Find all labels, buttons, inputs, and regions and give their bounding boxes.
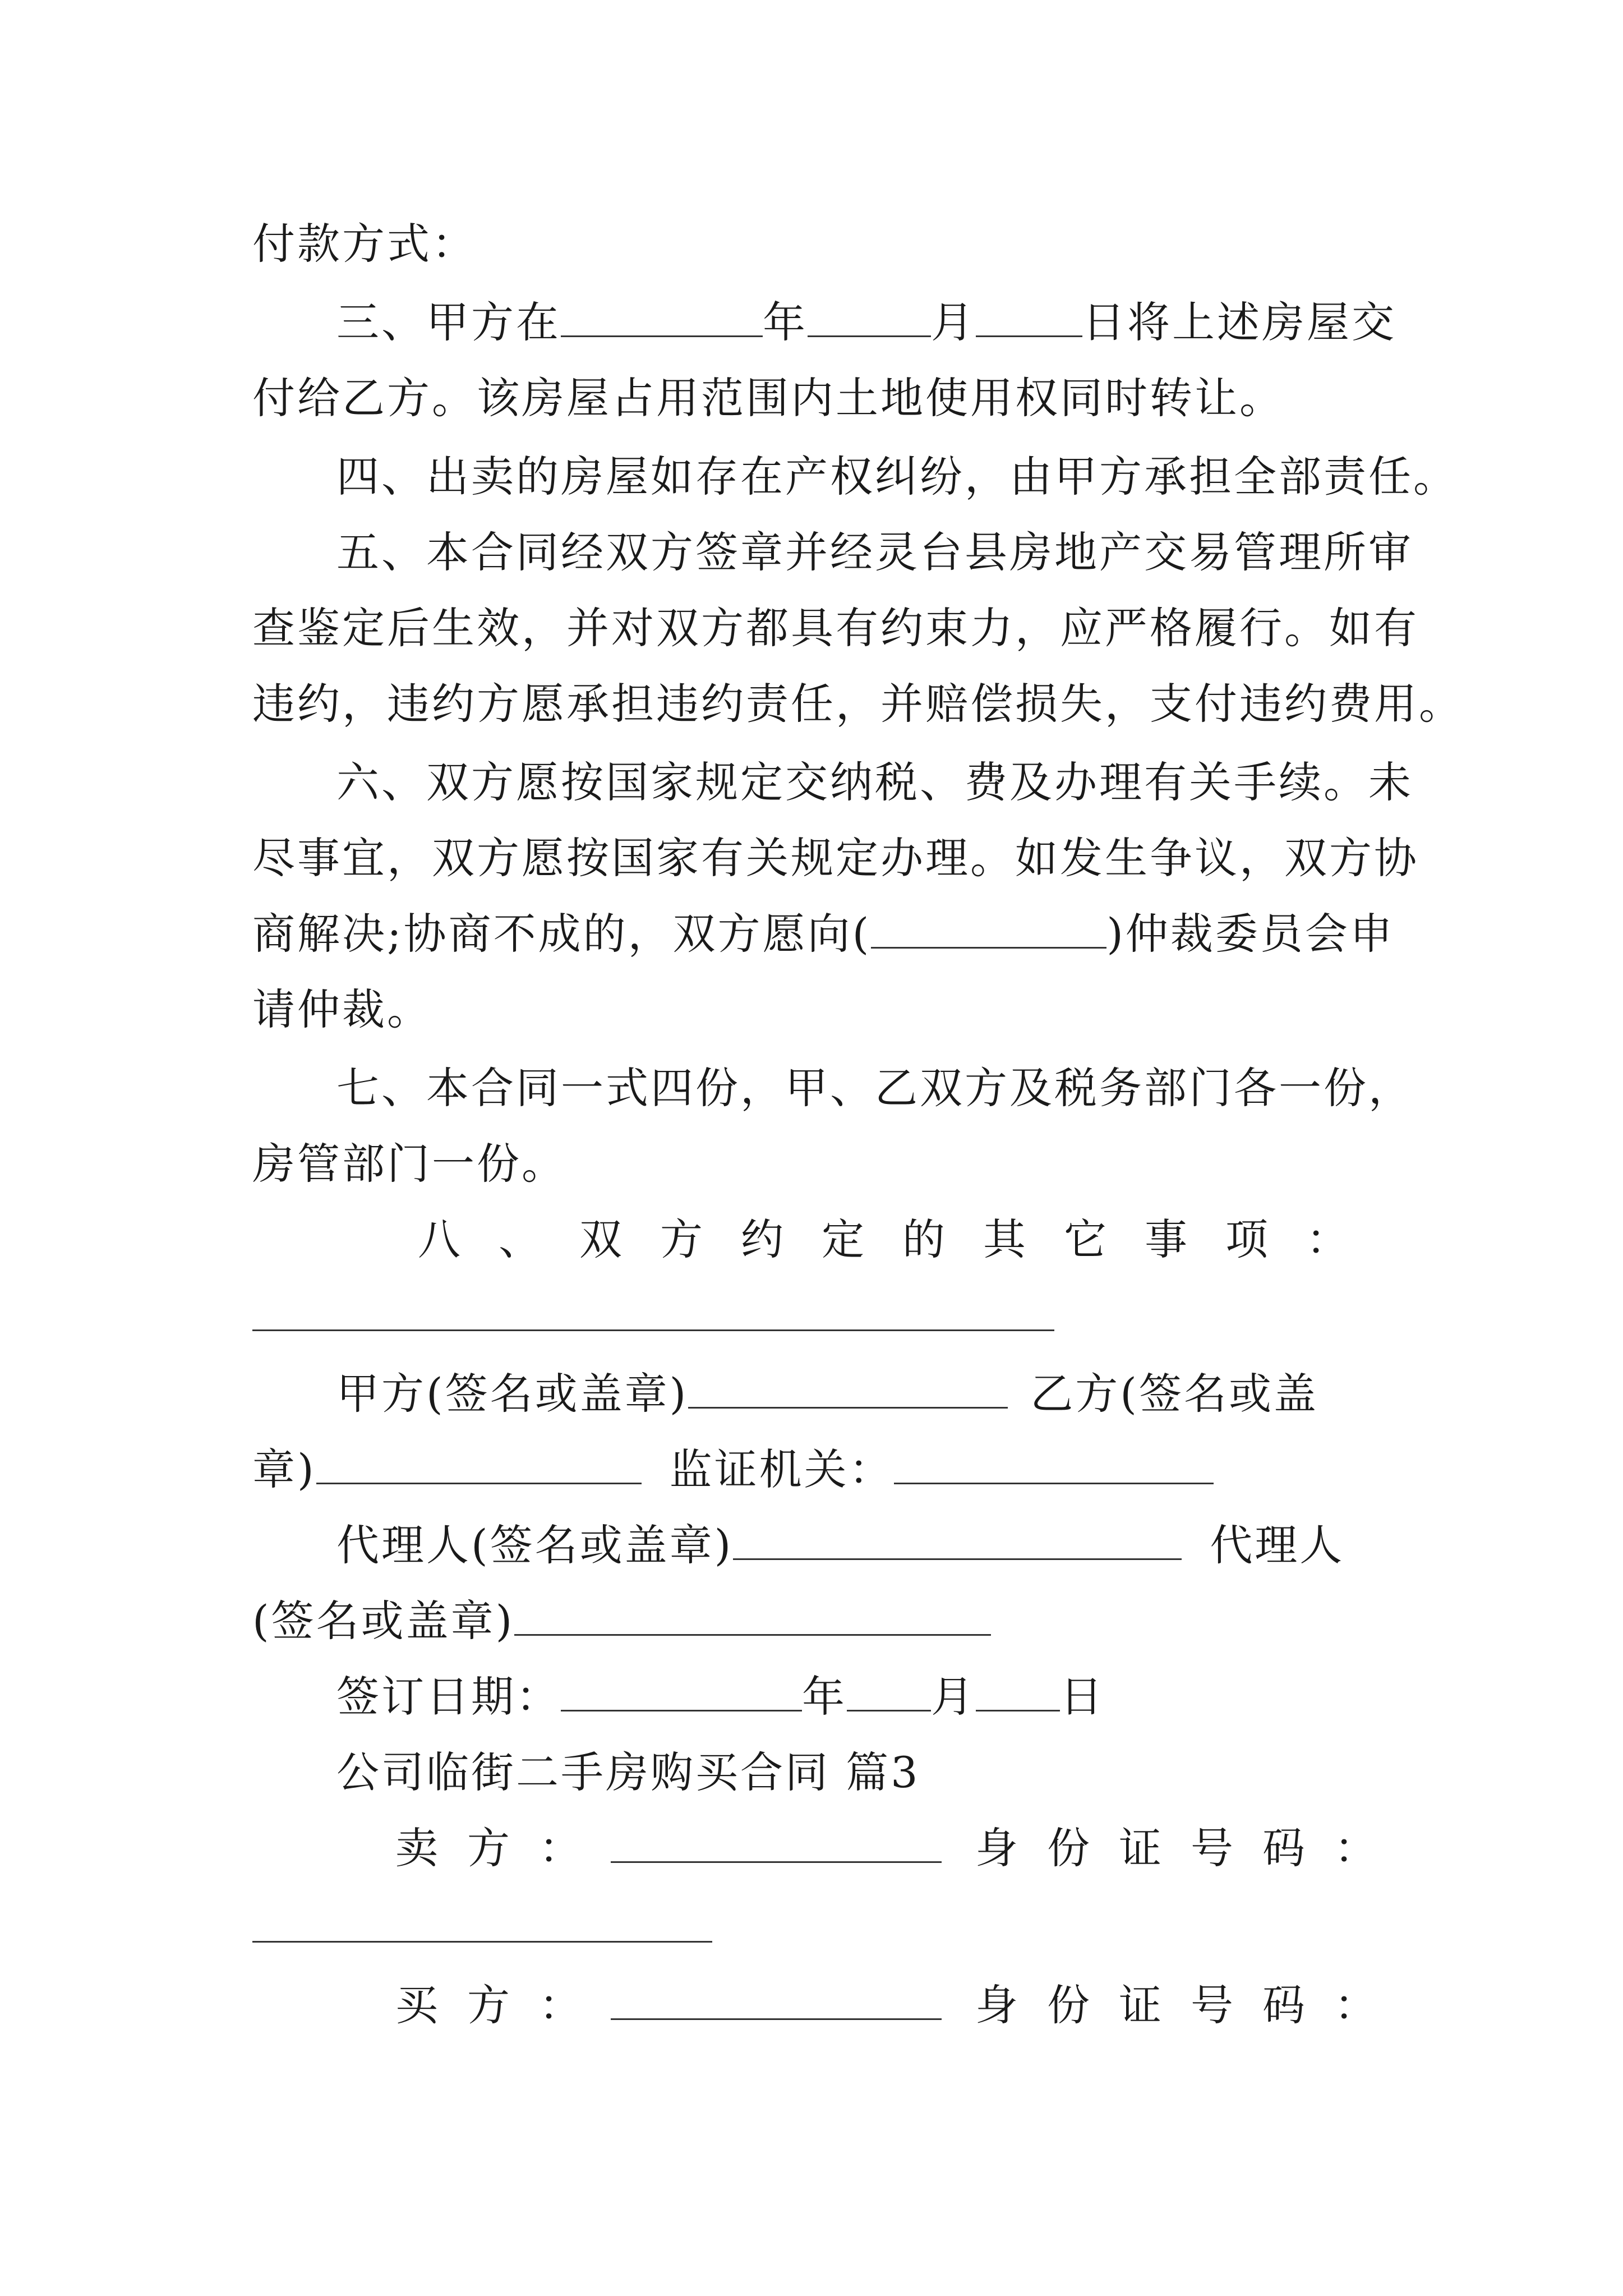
clause-3-text-a: 三、甲方在: [336, 297, 561, 347]
clause-7-line-2: 房管部门一份。: [252, 1139, 566, 1189]
clause-3-text-c: 月: [931, 297, 976, 347]
agent-line-1: [336, 1517, 1469, 1573]
clause-8-line: 八、双方约定的其它事项：: [418, 1214, 1387, 1264]
agent-a-label: 代理人(签名或盖章): [336, 1520, 734, 1570]
clause-6-line-3: [252, 906, 1395, 962]
clause-3-text-d: 日将上述房屋交: [1082, 297, 1396, 347]
agent-line-2: [252, 1593, 1385, 1649]
agent-a-sign-blank[interactable]: [733, 1519, 1182, 1560]
sign-date-label: 签订日期：: [336, 1672, 561, 1722]
clause-7-line-1: 七、本合同一式四份，甲、乙双方及税务部门各一份，: [336, 1063, 1413, 1113]
clause-6-text-a: 商解决;协商不成的，双方愿向(: [252, 909, 872, 959]
buyer-line: [395, 1977, 1528, 2033]
buyer-label: 买方：: [395, 1980, 611, 2030]
clause-5-line-1: 五、本合同经双方签章并经灵台县房地产交易管理所审: [336, 527, 1413, 577]
clause-6-line-2: 尽事宜，双方愿按国家有关规定办理。如发生争议，双方协: [252, 833, 1419, 883]
signature-line-1: [336, 1366, 1469, 1422]
seller-label: 卖方：: [395, 1823, 611, 1873]
agent-b-label: 代理人: [1210, 1520, 1345, 1570]
seller-name-blank[interactable]: [611, 1822, 942, 1863]
contract-3-heading: 公司临街二手房购买合同 篇3: [336, 1747, 920, 1797]
clause-6-line-4: 请仲裁。: [252, 984, 432, 1034]
delivery-month-blank[interactable]: [808, 296, 931, 337]
agent-b-label-end: (签名或盖章): [252, 1596, 515, 1646]
notary-blank[interactable]: [894, 1443, 1214, 1484]
clause-5-line-3: 违约，违约方愿承担违约责任，并赔偿损失，支付违约费用。: [252, 679, 1464, 729]
other-matters-blank[interactable]: [252, 1329, 1054, 1331]
sign-date-line: [336, 1669, 1469, 1725]
sign-date-day-blank[interactable]: [976, 1671, 1060, 1711]
seller-id-blank[interactable]: [252, 1941, 712, 1943]
party-a-sign-blank[interactable]: [688, 1368, 1008, 1409]
notary-label: 监证机关：: [669, 1444, 894, 1494]
seller-line: [395, 1820, 1528, 1876]
party-b-sign-blank[interactable]: [316, 1443, 642, 1484]
clause-3-line-2: 付给乙方。该房屋占用范围内土地使用权同时转让。: [252, 373, 1284, 423]
delivery-day-blank[interactable]: [976, 296, 1082, 337]
buyer-id-label: 身份证号码：: [975, 1980, 1406, 2030]
clause-6-text-b: )仲裁委员会申: [1106, 909, 1395, 959]
delivery-year-blank[interactable]: [561, 296, 763, 337]
sign-date-year-unit: 年: [802, 1672, 847, 1722]
arbitration-committee-blank[interactable]: [871, 908, 1106, 949]
sign-date-day-unit: 日: [1060, 1672, 1105, 1722]
clause-3-line-1: [336, 295, 1469, 351]
clause-3-text-b: 年: [763, 297, 808, 347]
payment-method-line: 付款方式：: [252, 219, 477, 269]
clause-4-line: 四、出卖的房屋如存在产权纠纷，由甲方承担全部责任。: [336, 452, 1458, 501]
agent-b-sign-blank[interactable]: [514, 1595, 991, 1636]
clause-5-line-2: 查鉴定后生效，并对双方都具有约束力，应严格履行。如有: [252, 603, 1419, 653]
sign-date-month-blank[interactable]: [847, 1671, 931, 1711]
buyer-name-blank[interactable]: [611, 1979, 942, 2020]
signature-line-2: [252, 1442, 1385, 1498]
sign-date-month-unit: 月: [931, 1672, 976, 1722]
sign-date-year-blank[interactable]: [561, 1671, 802, 1711]
clause-6-line-1: 六、双方愿按国家规定交纳税、费及办理有关手续。未: [336, 757, 1413, 807]
party-b-sign-label-end: 章): [252, 1444, 316, 1494]
party-b-sign-label: 乙方(签名或盖: [1030, 1369, 1318, 1419]
seller-id-label: 身份证号码：: [975, 1823, 1406, 1873]
party-a-sign-label: 甲方(签名或盖章): [336, 1369, 689, 1419]
